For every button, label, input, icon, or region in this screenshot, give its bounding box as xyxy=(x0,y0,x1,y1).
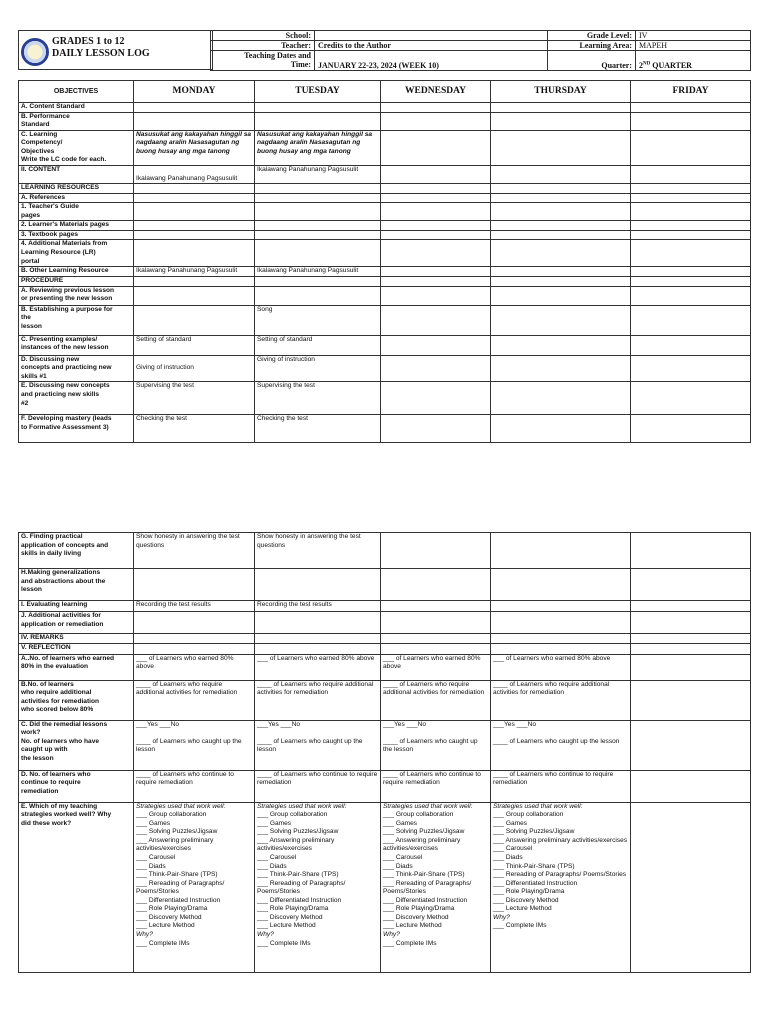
cell xyxy=(381,221,491,231)
title-line-2: DAILY LESSON LOG xyxy=(52,48,150,59)
table-row xyxy=(19,415,751,443)
cell xyxy=(631,277,751,287)
cell xyxy=(255,286,381,305)
cell xyxy=(134,643,255,654)
table-row xyxy=(19,193,751,203)
cell: Nasusukat ang kakayahan hinggil sa nagdaang aralin Nasasagutan ng buong husay ang mga tanong xyxy=(134,130,255,165)
area-value: MAPEH xyxy=(636,41,751,51)
cell xyxy=(631,612,751,634)
cell: Recording the test results xyxy=(255,601,381,612)
cell: Giving of instruction xyxy=(134,355,255,382)
row-label: LEARNING RESOURCES xyxy=(19,184,134,194)
cell xyxy=(631,770,751,802)
table-row xyxy=(19,240,751,267)
cell xyxy=(491,277,631,287)
cell xyxy=(381,643,491,654)
strategies-heading: Strategies used that work well: xyxy=(136,802,226,810)
table-row xyxy=(19,230,751,240)
row-label: C. Presenting examples/ instances of the new lesson xyxy=(19,335,134,355)
cell: ____ of Learners who require additional activities for remediation xyxy=(134,680,255,720)
row-label: C. Did the remedial lessons work? No. of learners who have caught up with the lesson xyxy=(19,720,134,770)
cell xyxy=(134,221,255,231)
row-label: E. Discussing new concepts and practicing new skills #2 xyxy=(19,382,134,415)
strategies-heading: Strategies used that work well: xyxy=(257,802,347,810)
table-row xyxy=(19,634,751,644)
row-label: E. Which of my teaching strategies worked well? Why did these work? xyxy=(19,802,134,972)
cell xyxy=(631,569,751,601)
row-label: 1. Teacher's Guide pages xyxy=(19,203,134,221)
table-row xyxy=(19,130,751,165)
cell xyxy=(631,240,751,267)
day-header-tuesday: TUESDAY xyxy=(255,81,381,103)
cell xyxy=(491,203,631,221)
cell xyxy=(255,203,381,221)
cell xyxy=(631,221,751,231)
row-label: F. Developing mastery (leads to Formative Assessment 3) xyxy=(19,415,134,443)
cell xyxy=(631,103,751,113)
cell xyxy=(631,112,751,130)
table-row xyxy=(19,654,751,680)
day-header-thursday: THURSDAY xyxy=(491,81,631,103)
cell: Ikalawang Panahunang Pagsusulit xyxy=(134,165,255,183)
row-label: H.Making generalizations and abstractions about the lesson xyxy=(19,569,134,601)
cell xyxy=(255,634,381,644)
header-info: School: Grade Level: IV Teacher: Credits to the Author Learning Area: MAPEH Teaching Dates and Time: JANUARY 22-23, 2024 (WEEK 10) Quarter: 2ND QUARTER xyxy=(210,30,751,71)
cell xyxy=(381,277,491,287)
cell xyxy=(491,165,631,183)
row-label: V. REFLECTION xyxy=(19,643,134,654)
cell: ____ of Learners who continue to require remediation xyxy=(255,770,381,802)
strategies-heading: Strategies used that work well: xyxy=(493,802,583,810)
cell xyxy=(381,286,491,305)
strategies-cell xyxy=(491,802,631,972)
cell: ____ of Learners who require additional activities for remediation xyxy=(255,680,381,720)
why-label: Why? xyxy=(493,913,510,921)
why-label: Why? xyxy=(383,931,400,938)
table-row xyxy=(19,165,751,183)
cell xyxy=(491,240,631,267)
table-row xyxy=(19,533,751,569)
table-row xyxy=(19,680,751,720)
cell: ___ of Learners who earned 80% above xyxy=(255,654,381,680)
cell xyxy=(381,612,491,634)
table-row xyxy=(19,103,751,113)
cell xyxy=(631,203,751,221)
cell: ___ of Learners who earned 80% above xyxy=(134,654,255,680)
strategies-cell xyxy=(255,802,381,972)
cell xyxy=(491,382,631,415)
cell xyxy=(134,277,255,287)
cell xyxy=(381,230,491,240)
cell xyxy=(381,634,491,644)
why-label: Why? xyxy=(257,931,274,938)
table-row xyxy=(19,305,751,335)
cell: Setting of standard xyxy=(134,335,255,355)
cell xyxy=(631,654,751,680)
cell xyxy=(631,286,751,305)
complete-ims: ___ Complete IMs xyxy=(257,939,311,947)
cell xyxy=(631,193,751,203)
table-row xyxy=(19,112,751,130)
cell xyxy=(134,103,255,113)
cell: ___Yes ___No ____ of Learners who caught up the lesson xyxy=(381,720,491,770)
cell xyxy=(631,382,751,415)
cell: ____ of Learners who require additional activities for remediation xyxy=(491,680,631,720)
cell: Setting of standard xyxy=(255,335,381,355)
cell: Checking the test xyxy=(255,415,381,443)
cell: ____ of Learners who continue to require remediation xyxy=(491,770,631,802)
table-row xyxy=(19,355,751,382)
cell xyxy=(255,643,381,654)
row-label: PROCEDURE xyxy=(19,277,134,287)
strategies-list: ___ Group collaboration ___ Games ___ Solving Puzzles/Jigsaw ___ Answering preliminary activities/exercises ___ Carousel ___ Diads ___ Think-Pair-Share (TPS) ___ Rereading of Paragraphs/ Poems/Stories ___ Differentiated Instruction ___ Role Playing/Drama ___ Discovery Method ___ Lecture Method xyxy=(257,811,346,930)
cell xyxy=(631,355,751,382)
strategies-list: ___ Group collaboration ___ Games ___ Solving Puzzles/Jigsaw ___ Answering preliminary activities/exercises ___ Carousel ___ Diads ___ Think-Pair-Share (TPS) ___ Rereading of Paragraphs/ Poems/Stories ___ Differentiated Instruction ___ Role Playing/Drama ___ Discovery Method ___ Lecture Method xyxy=(383,811,472,930)
cell xyxy=(134,612,255,634)
table-row xyxy=(19,184,751,194)
cell: ____ of Learners who continue to require remediation xyxy=(134,770,255,802)
table-row xyxy=(19,286,751,305)
cell xyxy=(134,634,255,644)
cell xyxy=(631,305,751,335)
cell xyxy=(381,355,491,382)
cell xyxy=(491,634,631,644)
complete-ims: ___ Complete IMs xyxy=(493,922,547,930)
cell xyxy=(134,203,255,221)
cell xyxy=(491,569,631,601)
cell xyxy=(381,184,491,194)
cell xyxy=(491,415,631,443)
row-label: A..No. of learners who earned 80% in the evaluation xyxy=(19,654,134,680)
cell xyxy=(255,193,381,203)
cell xyxy=(255,240,381,267)
cell: Show honesty in answering the test questions xyxy=(134,533,255,569)
cell xyxy=(491,230,631,240)
cell xyxy=(491,601,631,612)
cell xyxy=(381,130,491,165)
cell xyxy=(134,240,255,267)
cell xyxy=(381,305,491,335)
cell xyxy=(491,533,631,569)
table-row xyxy=(19,569,751,601)
cell: ___ of Learners who earned 80% above xyxy=(491,654,631,680)
cell xyxy=(491,130,631,165)
row-label: J. Additional activities for application or remediation xyxy=(19,612,134,634)
cell: Show honesty in answering the test questions xyxy=(255,533,381,569)
cell xyxy=(381,193,491,203)
row-label: B. Other Learning Resource xyxy=(19,267,134,277)
strategies-heading: Strategies used that work well: xyxy=(383,802,473,810)
cell: Ikalawang Panahunang Pagsusulit xyxy=(255,165,381,183)
cell xyxy=(631,230,751,240)
strategies-list: ___ Group collaboration ___ Games ___ Solving Puzzles/Jigsaw ___ Answering preliminary activities/exercises ___ Carousel ___ Diads ___ Think-Pair-Share (TPS) ___ Rereading of Paragraphs/ Poems/Stories ___ Differentiated Instruction ___ Role Playing/Drama ___ Discovery Method ___ Lecture Method xyxy=(493,811,628,913)
row-label: D. Discussing new concepts and practicing new skills #1 xyxy=(19,355,134,382)
quarter-value: 2ND QUARTER xyxy=(636,51,751,71)
row-label: 4. Additional Materials from Learning Resource (LR) portal xyxy=(19,240,134,267)
cell xyxy=(381,165,491,183)
cell xyxy=(491,112,631,130)
cell xyxy=(631,680,751,720)
cell xyxy=(255,184,381,194)
row-label: G. Finding practical application of concepts and skills in daily living xyxy=(19,533,134,569)
cell xyxy=(134,193,255,203)
table-row xyxy=(19,643,751,654)
cell xyxy=(491,335,631,355)
row-label: A. References xyxy=(19,193,134,203)
strategies-cell xyxy=(381,802,491,972)
row-label: B.No. of learners who require additional activities for remediation who scored below 80% xyxy=(19,680,134,720)
row-label: I. Evaluating learning xyxy=(19,601,134,612)
table-row xyxy=(19,382,751,415)
why-label: Why? xyxy=(136,931,153,938)
cell xyxy=(255,612,381,634)
cell: Ikalawang Panahunang Pagsusulit xyxy=(134,267,255,277)
teacher-value: Credits to the Author xyxy=(315,41,548,51)
cell xyxy=(381,203,491,221)
table-row xyxy=(19,221,751,231)
cell: Giving of instruction xyxy=(255,355,381,382)
cell xyxy=(381,103,491,113)
cell xyxy=(381,569,491,601)
cell xyxy=(491,643,631,654)
objectives-header: OBJECTIVES xyxy=(19,81,134,103)
day-header-monday: MONDAY xyxy=(134,81,255,103)
cell: ___Yes ___No ____ of Learners who caught up the lesson xyxy=(134,720,255,770)
cell xyxy=(381,601,491,612)
table-row xyxy=(19,203,751,221)
cell: ___Yes ___No ____ of Learners who caught up the lesson xyxy=(491,720,631,770)
table-row xyxy=(19,601,751,612)
cell xyxy=(491,355,631,382)
cell xyxy=(631,601,751,612)
cell xyxy=(381,335,491,355)
cell xyxy=(631,720,751,770)
cell xyxy=(491,221,631,231)
table-row xyxy=(19,770,751,802)
cell xyxy=(381,533,491,569)
cell xyxy=(631,184,751,194)
cell: ___ of Learners who earned 80% above xyxy=(381,654,491,680)
table-row xyxy=(19,277,751,287)
dates-value: JANUARY 22-23, 2024 (WEEK 10) xyxy=(315,51,548,71)
cell xyxy=(134,305,255,335)
cell xyxy=(381,382,491,415)
cell xyxy=(134,286,255,305)
cell: Nasusukat ang kakayahan hinggil sa nagdaang aralin Nasasagutan ng buong husay ang mga tanong xyxy=(255,130,381,165)
cell xyxy=(381,267,491,277)
lesson-table-page2 xyxy=(18,532,751,973)
row-label: A. Content Standard xyxy=(19,103,134,113)
cell xyxy=(491,103,631,113)
school-value xyxy=(315,31,548,41)
cell xyxy=(491,267,631,277)
cell xyxy=(491,184,631,194)
cell xyxy=(631,130,751,165)
cell: Song xyxy=(255,305,381,335)
cell xyxy=(491,286,631,305)
strategies-cell xyxy=(631,802,751,972)
cell xyxy=(631,267,751,277)
cell xyxy=(134,230,255,240)
cell xyxy=(255,103,381,113)
cell xyxy=(255,221,381,231)
complete-ims: ___ Complete IMs xyxy=(136,939,190,947)
complete-ims: ___ Complete IMs xyxy=(383,939,437,947)
cell xyxy=(134,184,255,194)
cell xyxy=(255,569,381,601)
cell xyxy=(255,230,381,240)
cell xyxy=(631,643,751,654)
table-row-strategies xyxy=(19,802,751,972)
row-label: A. Reviewing previous lesson or presenting the new lesson xyxy=(19,286,134,305)
cell: ____ of Learners who require additional activities for remediation xyxy=(381,680,491,720)
row-label: B. Performance Standard xyxy=(19,112,134,130)
cell xyxy=(381,112,491,130)
row-label: D. No. of learners who continue to require remediation xyxy=(19,770,134,802)
row-label: IV. REMARKS xyxy=(19,634,134,644)
title-line-1: GRADES 1 to 12 xyxy=(52,36,125,47)
row-label: C. Learning Competency/ Objectives Write the LC code for each. xyxy=(19,130,134,165)
cell: Recording the test results xyxy=(134,601,255,612)
cell: ___Yes ___No ____ of Learners who caught up the lesson xyxy=(255,720,381,770)
cell xyxy=(631,335,751,355)
table-row xyxy=(19,267,751,277)
strategies-list: ___ Group collaboration ___ Games ___ Solving Puzzles/Jigsaw ___ Answering preliminary activities/exercises ___ Carousel ___ Diads ___ Think-Pair-Share (TPS) ___ Rereading of Paragraphs/ Poems/Stories ___ Differentiated Instruction ___ Role Playing/Drama ___ Discovery Method ___ Lecture Method xyxy=(136,811,225,930)
cell xyxy=(491,305,631,335)
table-row xyxy=(19,720,751,770)
cell: Supervising the test xyxy=(255,382,381,415)
day-header-wednesday: WEDNESDAY xyxy=(381,81,491,103)
strategies-cell xyxy=(134,802,255,972)
table-row xyxy=(19,612,751,634)
row-label: II. CONTENT xyxy=(19,165,134,183)
table-row xyxy=(19,335,751,355)
cell xyxy=(255,277,381,287)
cell: Supervising the test xyxy=(134,382,255,415)
grade-value: IV xyxy=(636,31,751,41)
row-label: 3. Textbook pages xyxy=(19,230,134,240)
cell: Ikalawang Panahunang Pagsusulit xyxy=(255,267,381,277)
cell xyxy=(631,415,751,443)
day-header-friday: FRIDAY xyxy=(631,81,751,103)
cell: Checking the test xyxy=(134,415,255,443)
cell xyxy=(255,112,381,130)
cell xyxy=(631,533,751,569)
lesson-table-page1 xyxy=(18,80,751,443)
cell xyxy=(631,634,751,644)
cell: ____ of Learners who continue to require remediation xyxy=(381,770,491,802)
cell xyxy=(491,612,631,634)
cell xyxy=(134,569,255,601)
cell xyxy=(631,165,751,183)
cell xyxy=(381,240,491,267)
cell xyxy=(491,193,631,203)
row-label: B. Establishing a purpose for the lesson xyxy=(19,305,134,335)
cell xyxy=(381,415,491,443)
cell xyxy=(134,112,255,130)
row-label: 2. Learner's Materials pages xyxy=(19,221,134,231)
